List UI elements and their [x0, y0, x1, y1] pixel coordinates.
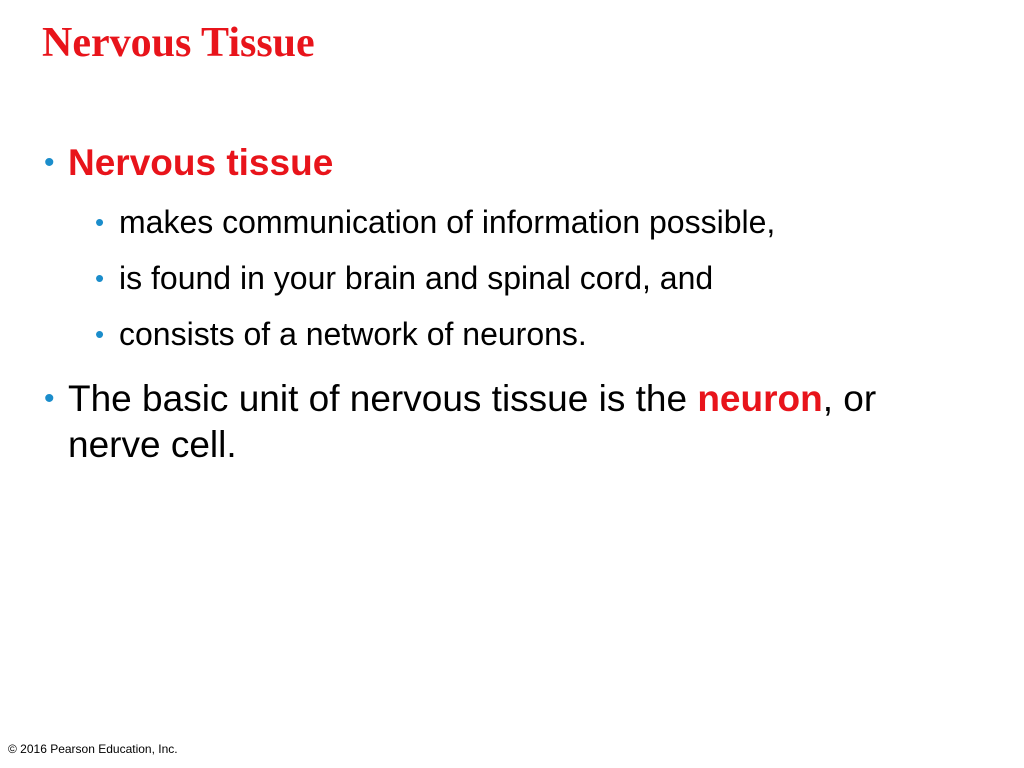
bullet-text-before: The basic unit of nervous tissue is the	[68, 378, 698, 419]
sub-bullet-location	[95, 258, 944, 298]
copyright-footer: © 2016 Pearson Education, Inc.	[8, 742, 178, 756]
bullet-dot-icon: •	[95, 263, 105, 293]
bullet-basic-unit	[44, 376, 944, 468]
sub-bullet-text: makes communication of information possible,	[119, 204, 776, 240]
slide-title: Nervous Tissue	[42, 20, 315, 66]
bullet-dot-icon: •	[44, 382, 55, 415]
slide-content	[44, 140, 944, 468]
bullet-dot-icon: •	[95, 207, 105, 237]
bullet-heading: Nervous tissue	[68, 142, 334, 183]
bullet-dot-icon: •	[44, 146, 55, 179]
sub-bullet-communication	[95, 202, 944, 242]
sub-bullet-network	[95, 314, 944, 354]
bullet-nervous-tissue	[44, 140, 944, 186]
emphasis-neuron: neuron	[697, 378, 823, 419]
bullet-dot-icon: •	[95, 319, 105, 349]
bullet-text-after: , or nerve cell.	[68, 378, 877, 465]
sub-bullet-text: is found in your brain and spinal cord, and	[119, 260, 714, 296]
sub-bullet-text: consists of a network of neurons.	[119, 316, 587, 352]
